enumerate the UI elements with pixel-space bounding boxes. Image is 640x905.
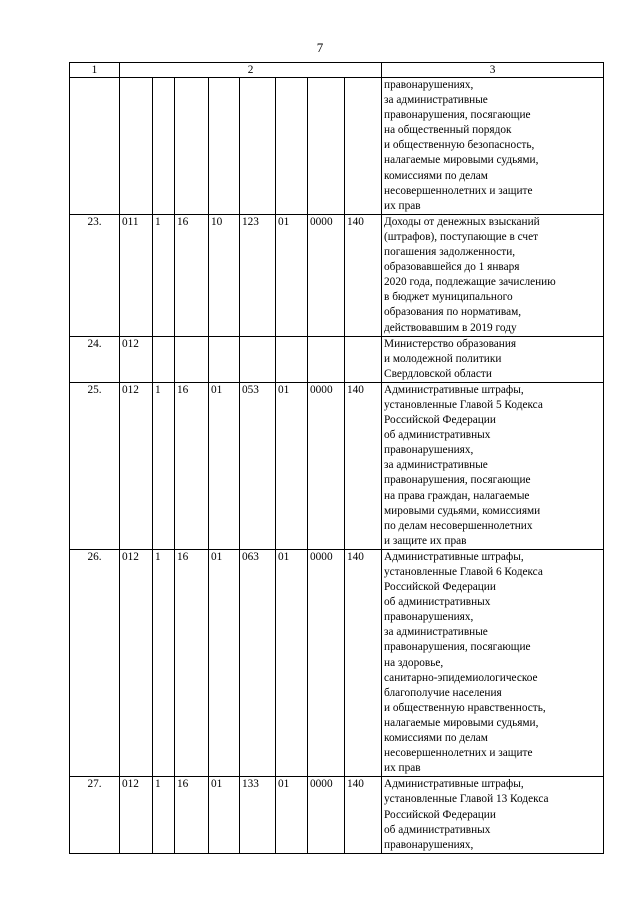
code-cell-4: 01: [209, 382, 240, 549]
description-cell: [382, 214, 604, 336]
description-line: образовавшейся до 1 января: [384, 261, 520, 274]
code-cell-8: 140: [345, 382, 382, 549]
description-line: их прав: [384, 762, 421, 775]
code-cell-2: 1: [153, 382, 175, 549]
description-cell: [382, 78, 604, 215]
code-cell-2: [153, 336, 175, 382]
row-number: [70, 78, 120, 215]
code-cell-4: 01: [209, 549, 240, 776]
header-col-3: 3: [382, 63, 604, 78]
description-line: Административные штрафы,: [384, 778, 524, 791]
description-line: правонарушениях,: [384, 838, 474, 851]
code-cell-7: 0000: [308, 214, 345, 336]
code-cell-2: 1: [153, 549, 175, 776]
description-line: правонарушениях,: [384, 611, 474, 624]
code-cell-1: [120, 78, 153, 215]
code-cell-6: 01: [276, 382, 308, 549]
code-cell-2: 1: [153, 777, 175, 853]
description-line: на здоровье,: [384, 656, 444, 669]
description-line: в бюджет муниципального: [384, 291, 513, 304]
description-cell: [382, 777, 604, 853]
code-cell-4: 10: [209, 214, 240, 336]
code-cell-6: 01: [276, 214, 308, 336]
description-line: правонарушения, посягающие: [384, 109, 531, 122]
table-header-row: [70, 63, 604, 78]
code-cell-2: [153, 78, 175, 215]
description-line: (штрафов), поступающие в счет: [384, 230, 539, 243]
description-line: по делам несовершеннолетних: [384, 519, 533, 532]
code-cell-2: 1: [153, 214, 175, 336]
code-cell-7: [308, 336, 345, 382]
row-number: 25.: [70, 382, 120, 549]
code-cell-8: 140: [345, 214, 382, 336]
description-line: правонарушениях,: [384, 79, 474, 91]
code-cell-6: 01: [276, 549, 308, 776]
code-cell-5: [240, 336, 276, 382]
code-cell-4: [209, 336, 240, 382]
description-line: Доходы от денежных взысканий: [384, 215, 540, 228]
code-cell-1: 012: [120, 336, 153, 382]
description-line: благополучие населения: [384, 686, 502, 699]
description-line: установленные Главой 13 Кодекса: [384, 793, 549, 806]
code-cell-6: [276, 336, 308, 382]
description-line: действовавшим в 2019 году: [384, 321, 517, 334]
code-cell-6: [276, 78, 308, 215]
description-line: комиссиями по делам: [384, 732, 488, 745]
description-line: Российской Федерации: [384, 414, 496, 427]
description-line: за административные: [384, 94, 488, 107]
code-cell-3: 16: [175, 214, 209, 336]
code-cell-3: [175, 336, 209, 382]
code-cell-3: 16: [175, 777, 209, 853]
description-line: правонарушения, посягающие: [384, 641, 531, 654]
code-cell-5: 123: [240, 214, 276, 336]
description-line: правонарушения, посягающие: [384, 474, 531, 487]
description-cell: [382, 549, 604, 776]
description-line: об административных: [384, 823, 491, 836]
description-line: Министерство образования: [384, 337, 517, 350]
code-cell-3: 16: [175, 382, 209, 549]
description-line: правонарушениях,: [384, 444, 474, 457]
code-cell-5: 063: [240, 549, 276, 776]
code-cell-5: 133: [240, 777, 276, 853]
table-row: [70, 78, 604, 215]
code-cell-3: 16: [175, 549, 209, 776]
description-line: Российской Федерации: [384, 581, 496, 594]
description-line: Российской Федерации: [384, 808, 496, 821]
description-line: и защите их прав: [384, 534, 467, 547]
description-line: установленные Главой 6 Кодекса: [384, 566, 543, 578]
description-line: на права граждан, налагаемые: [384, 489, 530, 502]
description-line: комиссиями по делам: [384, 169, 488, 182]
code-cell-1: 012: [120, 777, 153, 853]
row-number: 23.: [70, 214, 120, 336]
code-cell-8: 140: [345, 549, 382, 776]
code-cell-1: 012: [120, 549, 153, 776]
table-row: [70, 382, 604, 549]
code-cell-1: 012: [120, 382, 153, 549]
description-cell: [382, 336, 604, 382]
description-line: об административных: [384, 429, 491, 442]
budget-codes-table: [69, 62, 604, 854]
description-line: за административные: [384, 626, 488, 639]
description-line: и молодежной политики: [384, 352, 502, 365]
code-cell-7: 0000: [308, 382, 345, 549]
description-line: их прав: [384, 199, 421, 212]
page-number: 7: [316, 40, 324, 55]
code-cell-6: 01: [276, 777, 308, 853]
table-row: [70, 777, 604, 853]
description-line: и общественную нравственность,: [384, 701, 546, 714]
row-number: 26.: [70, 549, 120, 776]
code-cell-1: 011: [120, 214, 153, 336]
code-cell-5: 053: [240, 382, 276, 549]
code-cell-7: 0000: [308, 549, 345, 776]
code-cell-8: [345, 336, 382, 382]
code-cell-4: [209, 78, 240, 215]
row-number: 24.: [70, 336, 120, 382]
description-line: несовершеннолетних и защите: [384, 184, 533, 197]
table-row: [70, 336, 604, 382]
description-line: и общественную безопасность,: [384, 139, 535, 152]
code-cell-5: [240, 78, 276, 215]
table-row: [70, 549, 604, 776]
code-cell-3: [175, 78, 209, 215]
description-cell: [382, 382, 604, 549]
description-line: установленные Главой 5 Кодекса: [384, 398, 543, 411]
row-number: 27.: [70, 777, 120, 853]
description-line: налагаемые мировыми судьями,: [384, 154, 539, 167]
description-line: об административных: [384, 596, 491, 609]
header-col-1: 1: [70, 63, 120, 78]
description-line: образования по нормативам,: [384, 306, 522, 319]
description-line: за административные: [384, 459, 488, 472]
description-line: погашения задолженности,: [384, 246, 516, 259]
header-col-2: 2: [120, 63, 382, 78]
description-line: санитарно-эпидемиологическое: [384, 671, 538, 684]
code-cell-7: [308, 78, 345, 215]
description-line: 2020 года, подлежащие зачислению: [384, 276, 556, 289]
code-cell-8: 140: [345, 777, 382, 853]
description-line: на общественный порядок: [384, 124, 512, 137]
code-cell-8: [345, 78, 382, 215]
description-line: мировыми судьями, комиссиями: [384, 504, 541, 517]
description-line: Свердловской области: [384, 367, 492, 380]
description-line: налагаемые мировыми судьями,: [384, 716, 539, 729]
code-cell-7: 0000: [308, 777, 345, 853]
description-line: несовершеннолетних и защите: [384, 747, 533, 760]
table-row: [70, 214, 604, 336]
code-cell-4: 01: [209, 777, 240, 853]
description-line: Административные штрафы,: [384, 550, 524, 563]
description-line: Административные штрафы,: [384, 383, 524, 396]
